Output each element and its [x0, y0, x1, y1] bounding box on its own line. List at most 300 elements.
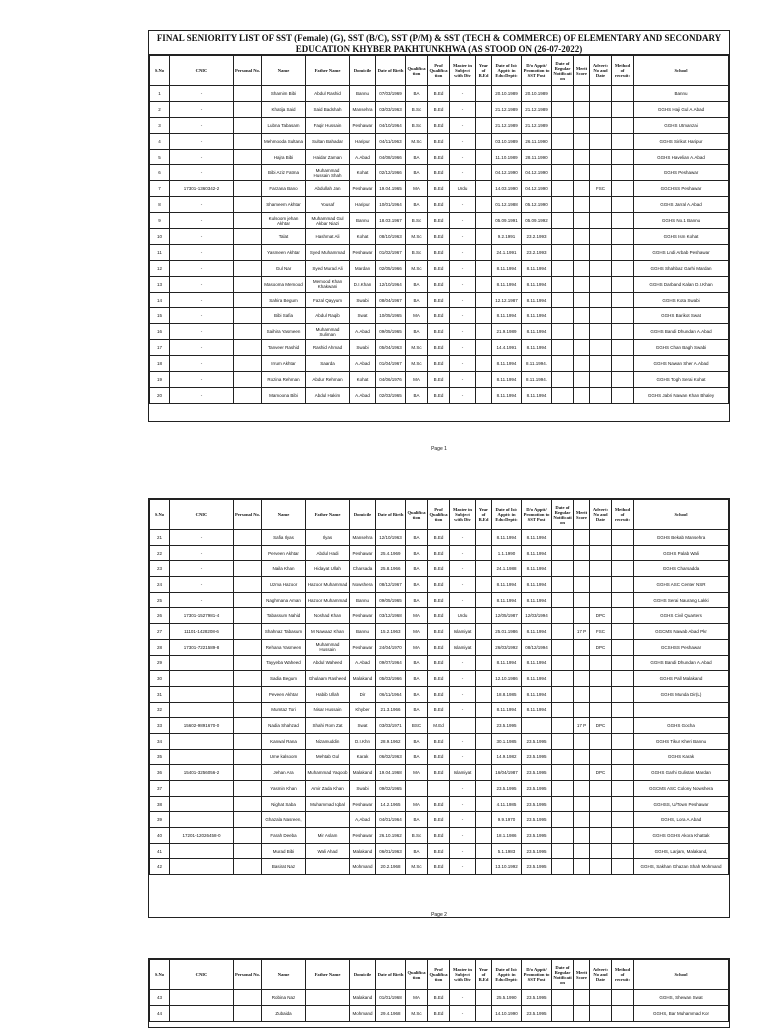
cell-name: Lubna Tabasam: [262, 117, 306, 133]
cell-qualification: BA: [406, 149, 428, 165]
cell-domicile: Karak: [350, 749, 376, 765]
table-row: [150, 655, 729, 671]
table-row: [150, 828, 729, 844]
cell-date-first-appt: 8.11.1994: [492, 655, 522, 671]
cell-year-bed: [476, 608, 492, 624]
cell-date-regular-notification: [552, 765, 574, 781]
cell-year-bed: [476, 702, 492, 718]
cell-date-sst-promotion: 8.11.1994: [522, 686, 552, 702]
cell-father-name: Muhammad Suliman: [306, 324, 350, 340]
cell-cnic: -: [170, 213, 234, 229]
header-master-subject: Master in Subject with Div: [450, 56, 476, 86]
cell-prof-qualification: B.Ed: [428, 859, 450, 875]
cell-date-sst-promotion: 04.12.1990: [522, 181, 552, 197]
cell-prof-qualification: B.Ed: [428, 292, 450, 308]
cell-father-name: Saarda: [306, 356, 350, 372]
header-year-bed: Year of B.Ed: [476, 500, 492, 530]
cell-domicile: Mohmand: [350, 859, 376, 875]
cell-method-recruit: [612, 812, 634, 828]
cell-father-name: Said Badshah: [306, 101, 350, 117]
header-prof-qualification: Prof Qualification: [428, 56, 450, 86]
cell-school: GGHS No.1 Bannu: [634, 213, 729, 229]
cell-method-recruit: [612, 639, 634, 655]
table-row: [150, 308, 729, 324]
cell-cnic: -: [170, 340, 234, 356]
table-row: [150, 859, 729, 875]
cell-dob: 01/01/1968: [376, 990, 406, 1006]
header-qualification: Qualification: [406, 960, 428, 990]
cell-sno: 29: [150, 655, 170, 671]
cell-qualification: BSC: [406, 718, 428, 734]
header-master-subject: Master in Subject with Div: [450, 500, 476, 530]
seniority-table-page-2: [149, 499, 729, 875]
table-row: [150, 530, 729, 546]
cell-cnic: 17301-1360342-2: [170, 181, 234, 197]
cell-sno: 4: [150, 133, 170, 149]
cell-qualification: BA: [406, 197, 428, 213]
cell-school: GGHS Tikur Kheri Bannu: [634, 733, 729, 749]
cell-advert-no-date: [590, 530, 612, 546]
cell-year-bed: [476, 276, 492, 292]
cell-sno: 9: [150, 213, 170, 229]
cell-prof-qualification: B.Ed: [428, 749, 450, 765]
cell-qualification: BA: [406, 324, 428, 340]
cell-merit-score: [574, 213, 590, 229]
cell-dob: 02/12/1966: [376, 165, 406, 181]
cell-date-first-appt: 30.1.1985: [492, 733, 522, 749]
cell-date-sst-promotion: 8.11.1994.: [522, 372, 552, 388]
seniority-table-page-3: [149, 959, 729, 1022]
cell-year-bed: [476, 671, 492, 687]
cell-date-regular-notification: [552, 165, 574, 181]
cell-method-recruit: [612, 686, 634, 702]
cell-method-recruit: [612, 117, 634, 133]
cell-advert-no-date: [590, 340, 612, 356]
table-row: [150, 372, 729, 388]
cell-date-regular-notification: [552, 812, 574, 828]
cell-name: Murad Bibi: [262, 843, 306, 859]
header-date-regular-notification: Date of Regular Notification: [552, 500, 574, 530]
table-row: [150, 292, 729, 308]
cell-date-first-appt: 8.11.1994: [492, 702, 522, 718]
cell-personal-no: [234, 165, 262, 181]
cell-name: Jehan Ara: [262, 765, 306, 781]
cell-father-name: Haidar Zaman: [306, 149, 350, 165]
cell-personal-no: [234, 702, 262, 718]
cell-name: Hajra Bibi: [262, 149, 306, 165]
cell-father-name: [306, 990, 350, 1006]
cell-school: GGHS Kota Swabi: [634, 292, 729, 308]
cell-cnic: 11101-1428208-6: [170, 624, 234, 640]
header-year-bed: Year of B.Ed: [476, 960, 492, 990]
cell-father-name: Syed Murad Ali: [306, 260, 350, 276]
cell-year-bed: [476, 781, 492, 797]
cell-merit-score: [574, 260, 590, 276]
cell-name: Ume kalsoom: [262, 749, 306, 765]
cell-date-first-appt: 8.11.1994: [492, 260, 522, 276]
cell-domicile: Peshawar: [350, 545, 376, 561]
cell-cnic: -: [170, 229, 234, 245]
cell-date-regular-notification: [552, 213, 574, 229]
cell-dob: 18.03.1967: [376, 213, 406, 229]
cell-merit-score: [574, 592, 590, 608]
cell-master-subject: -: [450, 592, 476, 608]
cell-dob: 03/03/1963: [376, 101, 406, 117]
cell-advert-no-date: [590, 828, 612, 844]
table-row: [150, 149, 729, 165]
cell-dob: 08/10/1963: [376, 229, 406, 245]
cell-name: Masooma Memood: [262, 276, 306, 292]
cell-year-bed: [476, 213, 492, 229]
cell-master-subject: -: [450, 229, 476, 245]
cell-prof-qualification: B.Ed: [428, 356, 450, 372]
cell-personal-no: [234, 671, 262, 687]
cell-school: GGHS Haji Gul A.Abad: [634, 101, 729, 117]
cell-merit-score: [574, 1005, 590, 1021]
cell-school: GGHS Ism Kohat: [634, 229, 729, 245]
cell-year-bed: [476, 244, 492, 260]
cell-domicile: Dir: [350, 686, 376, 702]
cell-method-recruit: [612, 1005, 634, 1021]
cell-date-regular-notification: [552, 671, 574, 687]
cell-date-first-appt: 21.12.1989: [492, 117, 522, 133]
table-row: [150, 260, 729, 276]
cell-sno: 22: [150, 545, 170, 561]
cell-school: GGHS Havelian A.Abad: [634, 149, 729, 165]
cell-domicile: Kohat: [350, 165, 376, 181]
cell-merit-score: [574, 133, 590, 149]
cell-qualification: BA: [406, 843, 428, 859]
cell-date-first-appt: 26/03/1992: [492, 639, 522, 655]
cell-qualification: M.Sc: [406, 229, 428, 245]
cell-cnic: [170, 843, 234, 859]
cell-date-first-appt: 01.12.1988: [492, 197, 522, 213]
cell-personal-no: [234, 733, 262, 749]
cell-name: Talat: [262, 229, 306, 245]
cell-master-subject: -: [450, 387, 476, 403]
cell-method-recruit: [612, 859, 634, 875]
cell-advert-no-date: [590, 308, 612, 324]
cell-date-regular-notification: [552, 86, 574, 102]
cell-year-bed: [476, 165, 492, 181]
cell-year-bed: [476, 592, 492, 608]
cell-date-regular-notification: [552, 229, 574, 245]
cell-school: GGHS Sirikot Haripur: [634, 133, 729, 149]
cell-year-bed: [476, 639, 492, 655]
cell-advert-no-date: [590, 733, 612, 749]
cell-date-sst-promotion: 23.5.1995: [522, 733, 552, 749]
cell-date-first-appt: 1.1.1990: [492, 545, 522, 561]
cell-qualification: BA: [406, 165, 428, 181]
cell-master-subject: -: [450, 796, 476, 812]
cell-date-regular-notification: [552, 733, 574, 749]
cell-master-subject: -: [450, 356, 476, 372]
cell-school: GGHS ASC Center NSR: [634, 577, 729, 593]
cell-father-name: Shahi Rom Zat: [306, 718, 350, 734]
cell-prof-qualification: B.Ed: [428, 117, 450, 133]
cell-sno: 12: [150, 260, 170, 276]
cell-prof-qualification: B.Ed: [428, 530, 450, 546]
cell-school: GGHS Gocha: [634, 718, 729, 734]
table-row: [150, 276, 729, 292]
cell-date-regular-notification: [552, 749, 574, 765]
cell-merit-score: [574, 372, 590, 388]
document-title: FINAL SENIORITY LIST OF SST (Female) (G), SST (B/C), SST (P/M) & SST (TECH & COMMERCE) OF ELEMENTARY AND SECONDARY EDUCATION KHYBER PAKHTUNKHWA (AS STOOD ON (26-07-2022): [149, 31, 729, 55]
cell-father-name: Abdul Rashid: [306, 86, 350, 102]
cell-date-regular-notification: [552, 117, 574, 133]
header-date-sst-promotion: D/o Apptt/ Promotion to SST Post: [522, 960, 552, 990]
cell-master-subject: Islamiyat: [450, 639, 476, 655]
cell-year-bed: [476, 577, 492, 593]
header-master-subject: Master in Subject with Div: [450, 960, 476, 990]
cell-name: Mamoona Bibi: [262, 387, 306, 403]
cell-qualification: MA: [406, 308, 428, 324]
cell-domicile: A.Abad: [350, 655, 376, 671]
cell-qualification: M.Sc: [406, 1005, 428, 1021]
cell-personal-no: [234, 387, 262, 403]
cell-sno: 5: [150, 149, 170, 165]
cell-advert-no-date: [590, 990, 612, 1006]
cell-year-bed: [476, 828, 492, 844]
cell-school: GGHS, Shewan Swat: [634, 990, 729, 1006]
cell-date-regular-notification: [552, 324, 574, 340]
cell-year-bed: [476, 292, 492, 308]
cell-cnic: -: [170, 356, 234, 372]
header-merit-score: Merit Score: [574, 960, 590, 990]
cell-personal-no: [234, 324, 262, 340]
header-method-recruit: Method of recruit:: [612, 500, 634, 530]
cell-sno: 34: [150, 733, 170, 749]
cell-father-name: Sultan Bahadar: [306, 133, 350, 149]
cell-date-sst-promotion: 21.12.1989: [522, 101, 552, 117]
cell-qualification: MA: [406, 181, 428, 197]
cell-personal-no: [234, 624, 262, 640]
cell-father-name: Nizamuddin: [306, 733, 350, 749]
cell-domicile: Bannu: [350, 592, 376, 608]
cell-method-recruit: [612, 990, 634, 1006]
cell-cnic: [170, 671, 234, 687]
cell-name: Naila Khan: [262, 561, 306, 577]
cell-master-subject: -: [450, 577, 476, 593]
cell-method-recruit: [612, 181, 634, 197]
cell-dob: 25.4.1969: [376, 545, 406, 561]
cell-personal-no: [234, 639, 262, 655]
cell-prof-qualification: B.Ed: [428, 608, 450, 624]
cell-sno: 14: [150, 292, 170, 308]
cell-domicile: Mansehra: [350, 530, 376, 546]
header-name: Name: [262, 56, 306, 86]
cell-method-recruit: [612, 718, 634, 734]
cell-method-recruit: [612, 197, 634, 213]
cell-qualification: M.Sc: [406, 133, 428, 149]
cell-date-sst-promotion: 8.11.1994: [522, 671, 552, 687]
cell-personal-no: [234, 655, 262, 671]
cell-qualification: BA: [406, 592, 428, 608]
cell-date-sst-promotion: 23.5.1995: [522, 796, 552, 812]
cell-personal-no: [234, 592, 262, 608]
cell-merit-score: [574, 324, 590, 340]
cell-date-sst-promotion: 8.11.1994: [522, 340, 552, 356]
cell-domicile: Mansehra: [350, 101, 376, 117]
cell-sno: 31: [150, 686, 170, 702]
cell-school: GGHS Shahbaz Garhi Mardan: [634, 260, 729, 276]
cell-date-first-appt: 21.9.1989: [492, 324, 522, 340]
table-row: [150, 990, 729, 1006]
cell-name: Farah Deeba: [262, 828, 306, 844]
header-merit-score: Merit Score: [574, 500, 590, 530]
header-cnic: CNIC: [170, 500, 234, 530]
cell-prof-qualification: B.Ed: [428, 324, 450, 340]
cell-school: GGHS Palab Wali: [634, 545, 729, 561]
cell-cnic: -: [170, 244, 234, 260]
table-row: [150, 1005, 729, 1021]
cell-advert-no-date: [590, 812, 612, 828]
cell-method-recruit: [612, 101, 634, 117]
cell-prof-qualification: B.Ed: [428, 340, 450, 356]
cell-cnic: 15401-3256056-2: [170, 765, 234, 781]
table-row: [150, 686, 729, 702]
cell-sno: 21: [150, 530, 170, 546]
cell-domicile: Bannu: [350, 213, 376, 229]
cell-cnic: [170, 655, 234, 671]
cell-advert-no-date: [590, 1005, 612, 1021]
cell-domicile: Malakand: [350, 990, 376, 1006]
cell-method-recruit: [612, 260, 634, 276]
cell-father-name: Habib Ullah: [306, 686, 350, 702]
cell-sno: 3: [150, 117, 170, 133]
cell-date-regular-notification: [552, 859, 574, 875]
cell-advert-no-date: [590, 276, 612, 292]
cell-method-recruit: [612, 276, 634, 292]
header-date-regular-notification: Date of Regular Notification: [552, 960, 574, 990]
table-row: [150, 702, 729, 718]
cell-prof-qualification: B.Ed: [428, 165, 450, 181]
table-header-row: [150, 56, 729, 86]
cell-cnic: -: [170, 592, 234, 608]
cell-name: Ghazala Nasreen,: [262, 812, 306, 828]
page-1: [148, 30, 730, 422]
cell-qualification: B.Sc: [406, 244, 428, 260]
cell-dob: 03/12/1968: [376, 608, 406, 624]
cell-qualification: BA: [406, 530, 428, 546]
cell-sno: 10: [150, 229, 170, 245]
cell-school: GGHS Chan Bagh Swabi: [634, 340, 729, 356]
cell-advert-no-date: [590, 561, 612, 577]
cell-name: Saihira Yasmeen: [262, 324, 306, 340]
cell-date-first-appt: 23.5.1995: [492, 781, 522, 797]
cell-sno: 1: [150, 86, 170, 102]
header-domicile: Domicile: [350, 500, 376, 530]
cell-personal-no: [234, 197, 262, 213]
cell-advert-no-date: [590, 372, 612, 388]
header-sno: S.No: [150, 500, 170, 530]
cell-date-regular-notification: [552, 372, 574, 388]
cell-name: Shameem Akhtar: [262, 197, 306, 213]
cell-date-first-appt: 13.10.1992: [492, 859, 522, 875]
seniority-table-page-1: [149, 55, 729, 404]
cell-merit-score: [574, 765, 590, 781]
cell-prof-qualification: [428, 781, 450, 797]
cell-domicile: Bannu: [350, 86, 376, 102]
cell-dob: 04/06/1976: [376, 372, 406, 388]
cell-school: GGHS Bekab Mansehra: [634, 530, 729, 546]
cell-dob: 19.04.1968: [376, 765, 406, 781]
cell-sno: 40: [150, 828, 170, 844]
cell-method-recruit: [612, 561, 634, 577]
cell-date-first-appt: 14.4.1991: [492, 340, 522, 356]
cell-name: Peveen Akhtar: [262, 686, 306, 702]
cell-merit-score: 17 P: [574, 718, 590, 734]
cell-cnic: [170, 812, 234, 828]
cell-personal-no: [234, 117, 262, 133]
cell-domicile: Peshawar: [350, 796, 376, 812]
cell-personal-no: [234, 796, 262, 812]
cell-school: GGHS Nawan Sher A.Abad: [634, 356, 729, 372]
cell-advert-no-date: DPC: [590, 639, 612, 655]
cell-dob: 06/01/1963: [376, 843, 406, 859]
cell-year-bed: [476, 372, 492, 388]
cell-master-subject: -: [450, 244, 476, 260]
cell-master-subject: -: [450, 828, 476, 844]
cell-domicile: Charsada: [350, 561, 376, 577]
cell-method-recruit: [612, 828, 634, 844]
cell-sno: 25: [150, 592, 170, 608]
cell-qualification: BA: [406, 812, 428, 828]
cell-domicile: Peshawar: [350, 608, 376, 624]
cell-prof-qualification: B.Ed: [428, 229, 450, 245]
cell-method-recruit: [612, 213, 634, 229]
cell-date-first-appt: 12/05/1987: [492, 608, 522, 624]
header-prof-qualification: Prof Qualification: [428, 500, 450, 530]
cell-school: GGHS, Larjam, Malakand,: [634, 843, 729, 859]
table-row: [150, 608, 729, 624]
page-2: [148, 498, 730, 918]
cell-merit-score: [574, 387, 590, 403]
cell-father-name: Abdul Hadi: [306, 545, 350, 561]
cell-name: Gul Nar: [262, 260, 306, 276]
cell-method-recruit: [612, 624, 634, 640]
cell-year-bed: [476, 86, 492, 102]
cell-cnic: -: [170, 86, 234, 102]
cell-name: Sadia Begum: [262, 671, 306, 687]
cell-year-bed: [476, 718, 492, 734]
cell-advert-no-date: [590, 86, 612, 102]
cell-year-bed: [476, 686, 492, 702]
cell-master-subject: -: [450, 101, 476, 117]
cell-dob: 26.10.1962: [376, 828, 406, 844]
cell-cnic: [170, 796, 234, 812]
header-sno: S.No: [150, 960, 170, 990]
page-number-1: Page 1: [431, 446, 447, 452]
cell-year-bed: [476, 624, 492, 640]
cell-date-first-appt: 14.03.1990: [492, 181, 522, 197]
cell-father-name: Abdul Hakim: [306, 387, 350, 403]
table-row: [150, 356, 729, 372]
page-3: [148, 958, 730, 1028]
cell-name: Sahira Begum: [262, 292, 306, 308]
cell-master-subject: -: [450, 308, 476, 324]
cell-sno: 17: [150, 340, 170, 356]
cell-master-subject: -: [450, 530, 476, 546]
cell-school: GGHS Darband Kalan D.I.Khan: [634, 276, 729, 292]
cell-date-sst-promotion: 23.5.1995: [522, 990, 552, 1006]
cell-qualification: MA: [406, 990, 428, 1006]
cell-name: Yasmeen Akhtar: [262, 244, 306, 260]
table-row: [150, 624, 729, 640]
cell-personal-no: [234, 1005, 262, 1021]
cell-sno: 30: [150, 671, 170, 687]
cell-qualification: MA: [406, 624, 428, 640]
